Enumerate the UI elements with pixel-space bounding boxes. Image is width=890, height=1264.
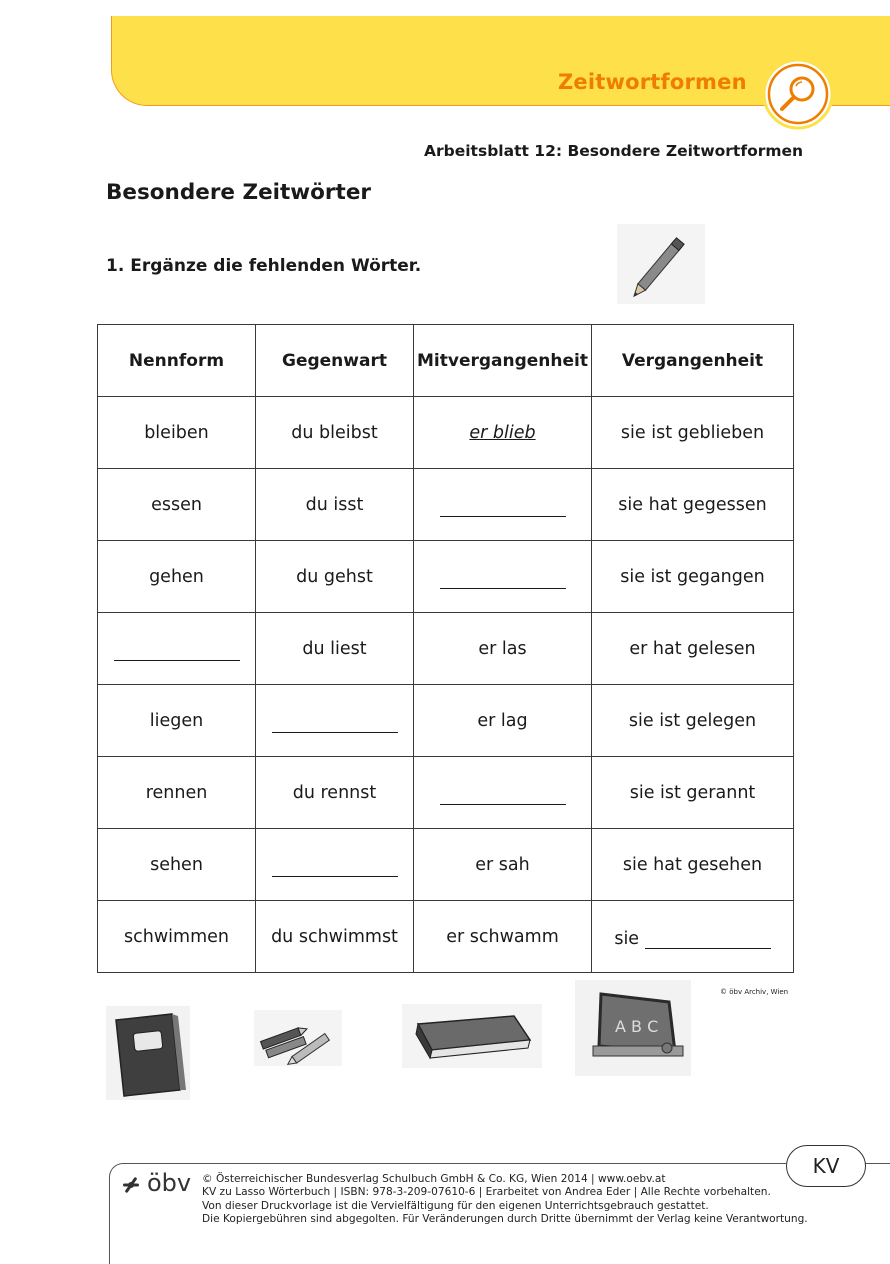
pencils-icon <box>254 1010 342 1066</box>
book-icon <box>402 1004 542 1068</box>
cell-nennform: sehen <box>98 829 256 901</box>
chalkboard-icon <box>575 980 691 1076</box>
blank-line[interactable] <box>114 636 240 661</box>
cell-vergangenheit: sie hat gesehen <box>592 829 794 901</box>
task-instruction: 1. Ergänze die fehlenden Wörter. <box>106 256 422 276</box>
blank-line[interactable] <box>272 852 398 877</box>
cell-nennform: bleiben <box>98 397 256 469</box>
obv-logo-text: öbv <box>147 1169 192 1197</box>
cell-vergangenheit: sie ist gerannt <box>592 757 794 829</box>
cell-vergangenheit: sie ist geblieben <box>592 397 794 469</box>
table-row <box>98 613 794 685</box>
cell-gegenwart: du gehst <box>256 541 414 613</box>
cell-vergangenheit: sie ist gegangen <box>592 541 794 613</box>
worksheet-subtitle: Arbeitsblatt 12: Besondere Zeitwortformen <box>424 142 804 160</box>
cell-gegenwart: du bleibst <box>256 397 414 469</box>
cell-gegenwart <box>256 829 414 901</box>
cell-mitvergangenheit <box>414 541 592 613</box>
table-row <box>98 469 794 541</box>
footer-text <box>202 1173 808 1227</box>
table-header-row <box>98 325 794 397</box>
header-title: Zeitwortformen <box>558 70 747 94</box>
cell-mitvergangenheit: er las <box>414 613 592 685</box>
table-row <box>98 757 794 829</box>
blank-line[interactable] <box>440 780 566 805</box>
blank-line[interactable] <box>440 564 566 589</box>
blank-line[interactable] <box>440 492 566 517</box>
column-header: Gegenwart <box>256 325 414 397</box>
cell-mitvergangenheit <box>414 397 592 469</box>
column-header: Vergangenheit <box>592 325 794 397</box>
footer-line: Die Kopiergebühren sind abgegolten. Für Veränderungen durch Dritte übernimmt der Verlag keine Verantwortung. <box>202 1213 808 1226</box>
page-title: Besondere Zeitwörter <box>106 180 372 205</box>
cell-nennform: gehen <box>98 541 256 613</box>
cell-mitvergangenheit: er schwamm <box>414 901 592 973</box>
example-answer: er blieb <box>469 422 536 443</box>
cell-mitvergangenheit: er lag <box>414 685 592 757</box>
table-row <box>98 901 794 973</box>
table-row <box>98 397 794 469</box>
cell-gegenwart: du liest <box>256 613 414 685</box>
column-header: Nennform <box>98 325 256 397</box>
column-header: Mitvergangenheit <box>414 325 592 397</box>
cell-vergangenheit: sie hat gegessen <box>592 469 794 541</box>
cell-mitvergangenheit: er sah <box>414 829 592 901</box>
footer-line: KV zu Lasso Wörterbuch | ISBN: 978-3-209-07610-6 | Erarbeitet von Andrea Eder | Alle Rechte vorbehalten. <box>202 1186 771 1199</box>
obv-logo <box>121 1171 193 1199</box>
pencil-icon <box>617 224 705 304</box>
table-row <box>98 829 794 901</box>
svg-text:A B C: A B C <box>615 1017 659 1036</box>
cell-gegenwart: du rennst <box>256 757 414 829</box>
cell-nennform: schwimmen <box>98 901 256 973</box>
blank-line[interactable] <box>272 708 398 733</box>
cell-gegenwart: du schwimmst <box>256 901 414 973</box>
cell-mitvergangenheit <box>414 757 592 829</box>
magnifier-icon <box>762 58 834 130</box>
cell-nennform <box>98 613 256 685</box>
table-row <box>98 541 794 613</box>
cell-vergangenheit: er hat gelesen <box>592 613 794 685</box>
cell-vergangenheit: sie ist gelegen <box>592 685 794 757</box>
blank-line[interactable] <box>645 924 771 949</box>
cell-gegenwart: du isst <box>256 469 414 541</box>
cell-vergangenheit <box>592 901 794 973</box>
notebook-icon <box>106 1006 190 1100</box>
footer-line: © Österreichischer Bundesverlag Schulbuch GmbH & Co. KG, Wien 2014 | www.oebv.at <box>202 1173 666 1185</box>
image-copyright: © öbv Archiv, Wien <box>720 988 789 996</box>
cell-nennform: liegen <box>98 685 256 757</box>
cell-mitvergangenheit <box>414 469 592 541</box>
cell-prefix: sie <box>614 929 640 949</box>
verb-table <box>97 324 794 973</box>
cell-gegenwart <box>256 685 414 757</box>
cell-nennform: essen <box>98 469 256 541</box>
footer-line: Von dieser Druckvorlage ist die Vervielfältigung für den eigenen Unterrichtsgebrauch gestattet. <box>202 1199 709 1212</box>
cell-nennform: rennen <box>98 757 256 829</box>
table-row <box>98 685 794 757</box>
kv-badge: KV <box>786 1145 866 1187</box>
